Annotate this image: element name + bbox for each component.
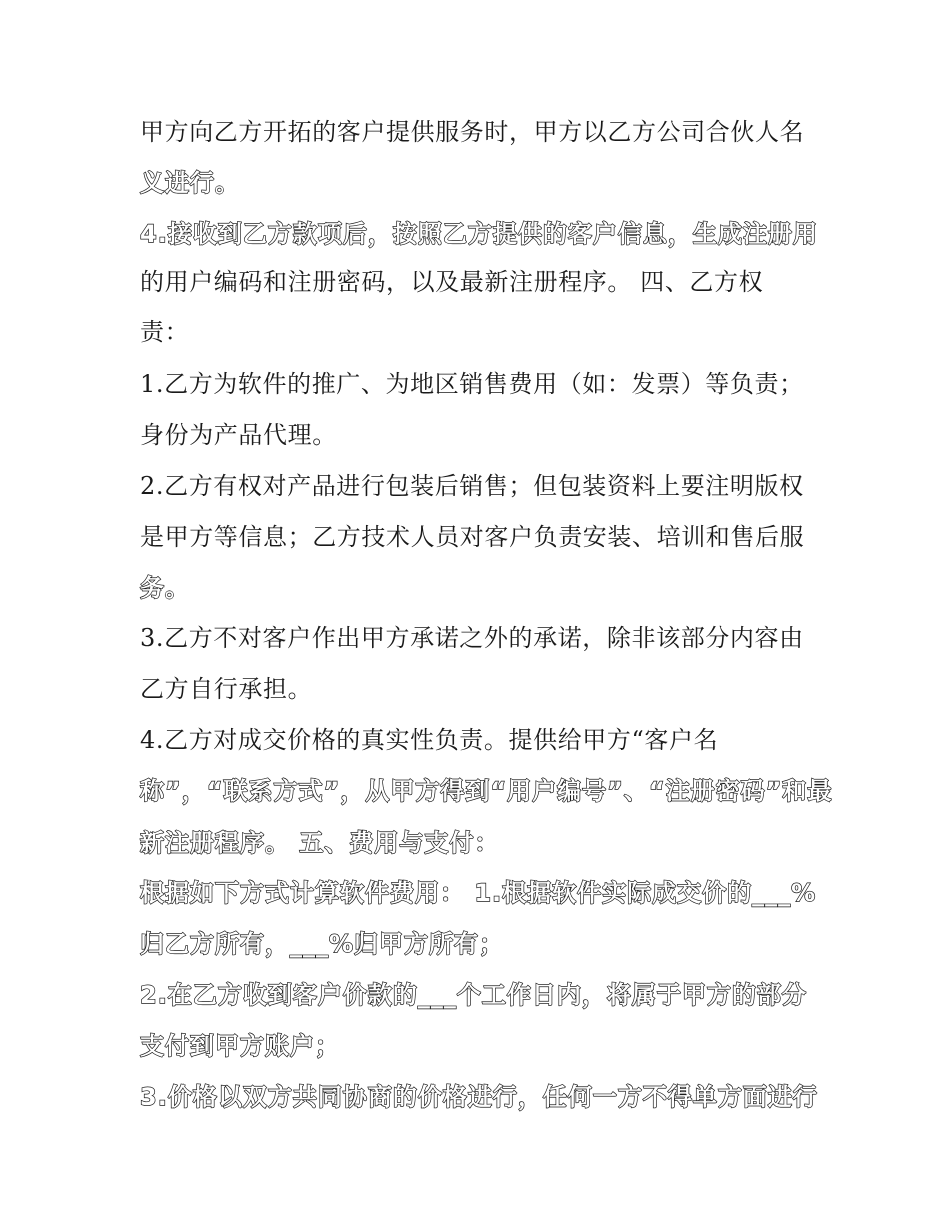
text-line: 3.价格以双方共同协商的价格进行，任何一方不得单方面进行 bbox=[140, 1083, 818, 1111]
text-line: 乙方自行承担。 bbox=[140, 675, 313, 703]
text-line: 责： bbox=[140, 318, 190, 346]
text-line: 归乙方所有，___%归甲方所有； bbox=[140, 930, 505, 958]
text-line: 称”，“联系方式”，从甲方得到“用户编号”、“注册密码”和最 bbox=[140, 777, 833, 805]
text-line: 身份为产品代理。 bbox=[140, 421, 337, 449]
text-line: 4.乙方对成交价格的真实性负责。提供给甲方“客户名 bbox=[140, 726, 719, 754]
text-line: 是甲方等信息；乙方技术人员对客户负责安装、培训和售后服 bbox=[140, 523, 805, 551]
text-line: 根据如下方式计算软件费用： 1.根据软件实际成交价的___% bbox=[140, 879, 817, 907]
text-line: 2.乙方有权对产品进行包装后销售；但包装资料上要注明版权 bbox=[140, 472, 804, 500]
text-line: 4.接收到乙方款项后，按照乙方提供的客户信息，生成注册用 bbox=[140, 220, 818, 248]
text-line: 支付到甲方账户； bbox=[140, 1032, 340, 1060]
text-line: 义进行。 bbox=[140, 169, 240, 197]
text-line: 3.乙方不对客户作出甲方承诺之外的承诺，除非该部分内容由 bbox=[140, 624, 804, 652]
text-line: 务。 bbox=[140, 574, 190, 602]
text-line: 甲方向乙方开拓的客户提供服务时，甲方以乙方公司合伙人名 bbox=[140, 118, 805, 146]
text-line: 2.在乙方收到客户价款的___个工作日内，将属于甲方的部分 bbox=[140, 981, 807, 1009]
text-line: 1.乙方为软件的推广、为地区销售费用（如：发票）等负责； bbox=[140, 370, 804, 398]
text-line: 新注册程序。 五、费用与支付： bbox=[140, 829, 500, 857]
text-line: 的用户编码和注册密码，以及最新注册程序。 四、乙方权 bbox=[140, 268, 764, 296]
